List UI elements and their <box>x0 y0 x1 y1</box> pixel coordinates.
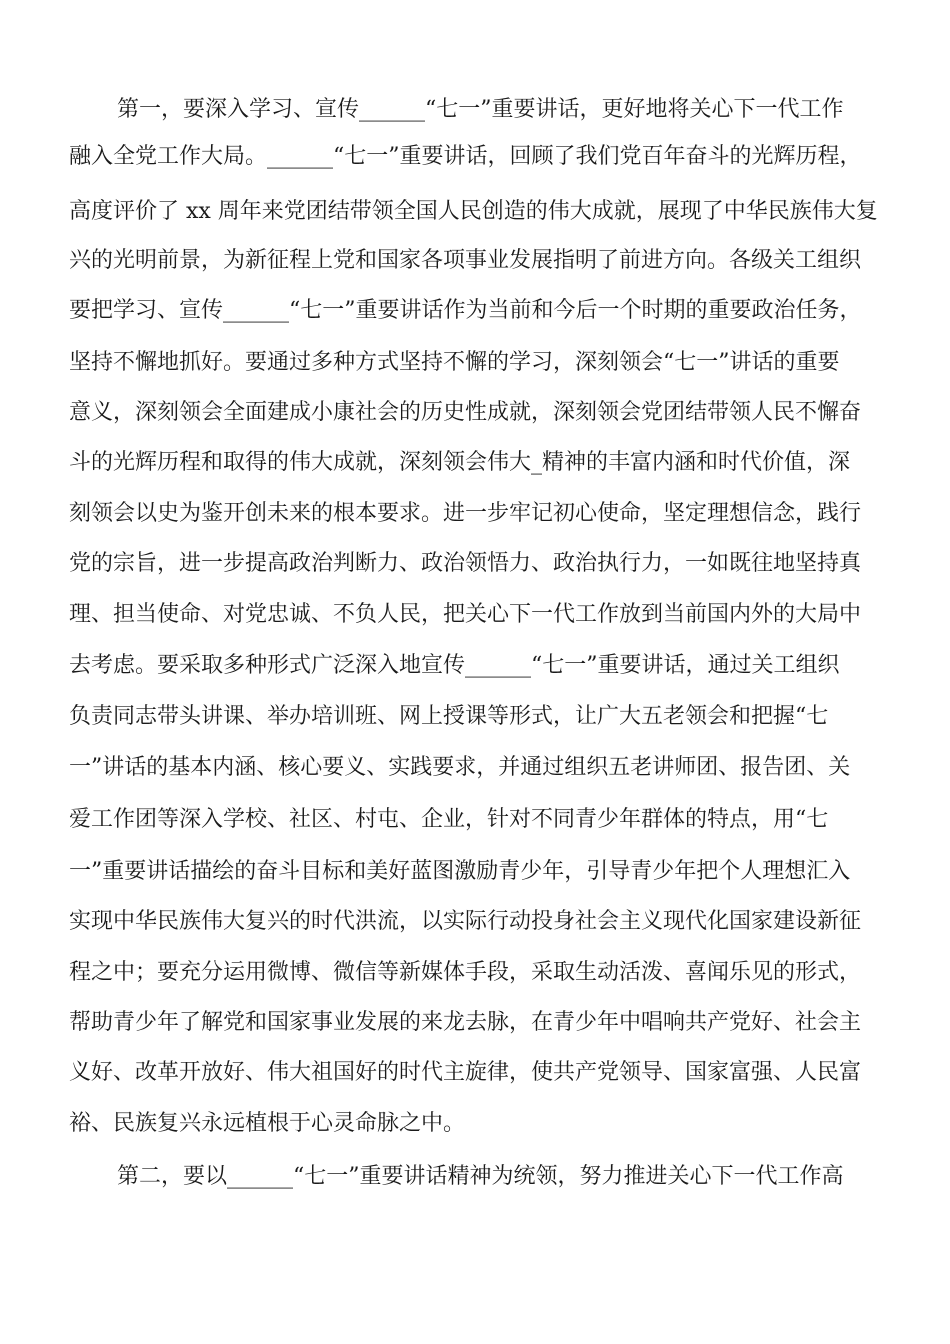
paragraph-1-line <box>0 393 950 433</box>
text-line: 负责同志带头讲课、举办培训班、网上授课等形式，让广大五老领会和把握“七 <box>69 704 829 729</box>
text-line: 帮助青少年了解党和国家事业发展的来龙去脉，在青少年中唱响共产党好、社会主 <box>69 1010 862 1035</box>
paragraph-1-line <box>0 343 950 383</box>
paragraph-1-line <box>0 902 950 942</box>
paragraph-1-line <box>0 192 950 232</box>
text-line: 裕、民族复兴永远植根于心灵命脉之中。 <box>69 1111 466 1136</box>
text-line: 义好、改革开放好、伟大祖国好的时代主旋律，使共产党领导、国家富强、人民富 <box>69 1060 862 1085</box>
paragraph-1-line <box>0 1003 950 1043</box>
paragraph-1-line <box>0 953 950 993</box>
text-line: 爱工作团等深入学校、社区、村屯、企业，针对不同青少年群体的特点，用“七 <box>69 807 829 832</box>
text-line: 兴的光明前景，为新征程上党和国家各项事业发展指明了前进方向。各级关工组织 <box>69 248 862 273</box>
paragraph-1-line <box>0 443 950 483</box>
paragraph-1-line <box>0 137 950 177</box>
paragraph-1-line <box>0 1053 950 1093</box>
paragraph-1-line <box>0 544 950 584</box>
paragraph-1-line <box>0 800 950 840</box>
text-line: 第二，要以______“七一”重要讲话精神为统领，努力推进关心下一代工作高 <box>117 1164 844 1189</box>
paragraph-1-line <box>0 748 950 788</box>
text-line: 党的宗旨，进一步提高政治判断力、政治领悟力、政治执行力，一如既往地坚持真 <box>69 551 862 576</box>
text-line: 意义，深刻领会全面建成小康社会的历史性成就，深刻领会党团结带领人民不懈奋 <box>69 400 862 425</box>
paragraph-2-line <box>0 1157 950 1197</box>
text-line: 理、担当使命、对党忠诚、不负人民，把关心下一代工作放到当前国内外的大局中 <box>69 602 862 627</box>
paragraph-1-line <box>0 595 950 635</box>
paragraph-1-line <box>0 697 950 737</box>
paragraph-1-line <box>0 494 950 534</box>
text-line: 斗的光辉历程和取得的伟大成就，深刻领会伟大_精神的丰富内涵和时代价值，深 <box>69 450 851 475</box>
text-line: 坚持不懈地抓好。要通过多种方式坚持不懈的学习，深刻领会“七一”讲话的重要 <box>69 350 840 375</box>
text-line: 一”讲话的基本内涵、核心要义、实践要求，并通过组织五老讲师团、报告团、关 <box>69 755 851 780</box>
text-line: 要把学习、宣传______“七一”重要讲话作为当前和今后一个时期的重要政治任务， <box>69 298 862 323</box>
paragraph-1-line <box>0 1104 950 1144</box>
text-line: 高度评价了 xx 周年来党团结带领全国人民创造的伟大成就，展现了中华民族伟大复 <box>69 199 878 224</box>
text-line: 第一，要深入学习、宣传______“七一”重要讲话，更好地将关心下一代工作 <box>117 97 844 122</box>
text-line: 一”重要讲话描绘的奋斗目标和美好蓝图激励青少年，引导青少年把个人理想汇入 <box>69 859 851 884</box>
text-line: 去考虑。要采取多种形式广泛深入地宣传______“七一”重要讲话，通过关工组织 <box>69 653 840 678</box>
paragraph-1-line <box>0 852 950 892</box>
paragraph-1-line <box>0 90 950 130</box>
text-line: 实现中华民族伟大复兴的时代洪流，以实际行动投身社会主义现代化国家建设新征 <box>69 909 862 934</box>
text-line: 融入全党工作大局。______“七一”重要讲话，回顾了我们党百年奋斗的光辉历程， <box>69 144 862 169</box>
text-line: 刻领会以史为鉴开创未来的根本要求。进一步牢记初心使命，坚定理想信念，践行 <box>69 501 862 526</box>
paragraph-1-line <box>0 646 950 686</box>
text-line: 程之中；要充分运用微博、微信等新媒体手段，采取生动活泼、喜闻乐见的形式， <box>69 960 862 985</box>
paragraph-1-line <box>0 241 950 281</box>
paragraph-1-line <box>0 291 950 331</box>
